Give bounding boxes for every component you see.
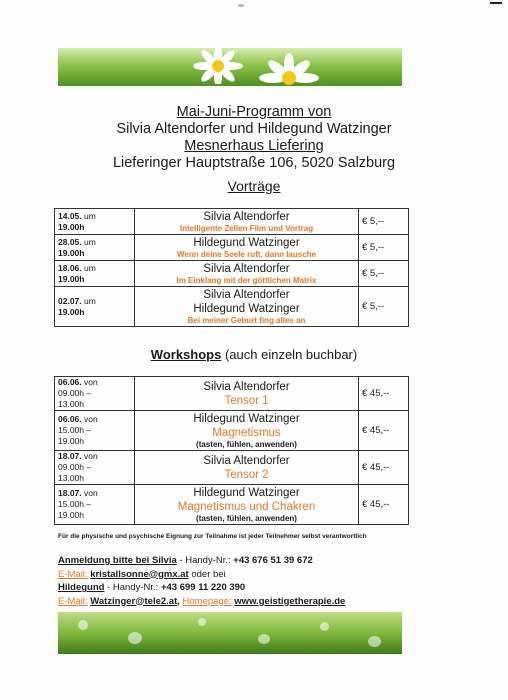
workshop-title: Magnetismus und Chakren [177, 500, 316, 513]
table-row [55, 235, 409, 261]
price-cell: € 5,-- [359, 235, 409, 261]
event-cell [135, 261, 359, 287]
vortraege-heading: Vorträge [227, 178, 281, 194]
speaker-name: Silvia Altendorfer [203, 288, 290, 301]
contact-line-email-2: E-Mail: Watzinger@tele2.at, Homepage: www.geistigetherapie.de [58, 595, 346, 607]
contact-block [58, 554, 345, 608]
dew-drop [128, 632, 142, 644]
date-cell: 18.07. von 15.00h – 19.00h [55, 485, 135, 525]
date-cell: 28.05. um 19.00h [55, 235, 135, 261]
price-cell: € 45,-- [359, 451, 409, 485]
date-cell: 18.07. von 09.00h – 13.00h [55, 451, 135, 485]
dew-drop [78, 620, 88, 630]
speaker-name: Silvia Altendorfer [203, 380, 290, 393]
date-cell: 18.06. um 19.00h [55, 261, 135, 287]
event-cell [135, 451, 359, 485]
daisy-icon [254, 52, 324, 86]
daisy-icon [190, 48, 246, 84]
event-subtitle: Im Einklang mit der göttlichen Matrix [176, 275, 317, 285]
date-cell: 06.06. von 15.00h – 19.00h [55, 411, 135, 451]
vortraege-table [54, 208, 409, 327]
date-cell: 02.07. um 19.00h [55, 287, 135, 327]
date-cell: 14.05. um 19.00h [55, 209, 135, 235]
speaker-name: Silvia Altendorfer [203, 210, 290, 223]
dew-drop [320, 622, 329, 631]
bottom-banner-image [58, 612, 402, 654]
event-cell [135, 411, 359, 451]
speaker-name: Hildegund Watzinger [193, 486, 300, 499]
dew-drop [368, 636, 381, 647]
event-subtitle: Bei meiner Geburt fing alles an [187, 315, 306, 325]
workshops-heading: Workshops (auch einzeln buchbar) [150, 347, 358, 362]
program-title: Mai-Juni-Programm von [176, 104, 332, 120]
contact-line-hildegund: Hildegund - Handy-Nr.: +43 699 11 220 390 [58, 582, 246, 593]
date-cell: 06.06. von 09.00h – 13.00h [55, 377, 135, 411]
dew-drop [198, 618, 206, 626]
table-row [55, 411, 409, 451]
workshop-note: (tasten, fühlen, anwenden) [196, 513, 297, 523]
hildegund-label: Hildegund [58, 582, 105, 593]
table-row [55, 377, 409, 411]
table-row [55, 485, 409, 525]
event-cell [135, 485, 359, 525]
phone-hildegund: +43 699 11 220 390 [160, 582, 246, 593]
email-link-silvia[interactable]: kristallsonne@gmx.at [90, 568, 189, 580]
dew-drop [258, 634, 270, 644]
price-cell: € 5,-- [359, 287, 409, 327]
price-cell: € 5,-- [359, 209, 409, 235]
homepage-link[interactable]: www.geistigetherapie.de [234, 595, 346, 607]
price-cell: € 45,-- [359, 377, 409, 411]
venue-address: Lieferinger Hauptstraße 106, 5020 Salzburg [112, 155, 396, 171]
disclaimer-text: Für die physische und psychische Eignung zur Teilnahme ist jeder Teilnehmer selbst verantwortlich [58, 533, 367, 540]
table-row [55, 451, 409, 485]
email-link-hildegund[interactable]: Watzinger@tele2.at [90, 595, 178, 607]
workshops-table [54, 376, 409, 525]
workshop-note: (tasten, fühlen, anwenden) [196, 439, 297, 449]
event-cell [135, 287, 359, 327]
price-cell: € 45,-- [359, 485, 409, 525]
speaker-name: Hildegund Watzinger [193, 302, 300, 315]
workshop-title: Magnetismus [212, 426, 281, 439]
price-cell: € 5,-- [359, 261, 409, 287]
table-row [55, 261, 409, 287]
speaker-name: Silvia Altendorfer [203, 454, 290, 467]
event-cell [135, 377, 359, 411]
phone-silvia: +43 676 51 39 672 [233, 555, 313, 566]
venue-name: Mesnerhaus Liefering [184, 138, 324, 154]
price-cell: € 45,-- [359, 411, 409, 451]
top-banner-image [58, 48, 402, 86]
workshop-title: Tensor 1 [224, 394, 269, 407]
speaker-name: Silvia Altendorfer [203, 262, 290, 275]
speaker-name: Hildegund Watzinger [193, 412, 300, 425]
contact-line-email-1: E-Mail: kristallsonne@gmx.at oder bei [58, 568, 226, 580]
organizer-names: Silvia Altendorfer und Hildegund Watzinger [116, 121, 392, 137]
event-subtitle: Intelligente Zellen Film und Vortrag [179, 223, 314, 233]
speaker-name: Hildegund Watzinger [193, 236, 300, 249]
event-cell [135, 235, 359, 261]
contact-line-silvia: Anmeldung bitte bei Silvia - Handy-Nr.: +43 676 51 39 672 [58, 555, 313, 566]
anmeldung-label: Anmeldung bitte bei Silvia [58, 555, 177, 566]
scan-mark [238, 4, 244, 7]
event-cell [135, 209, 359, 235]
workshop-title: Tensor 2 [224, 468, 269, 481]
scan-mark [490, 2, 502, 12]
table-row [55, 287, 409, 327]
table-row [55, 209, 409, 235]
event-subtitle: Wenn deine Seele ruft, dann lausche [177, 249, 316, 259]
